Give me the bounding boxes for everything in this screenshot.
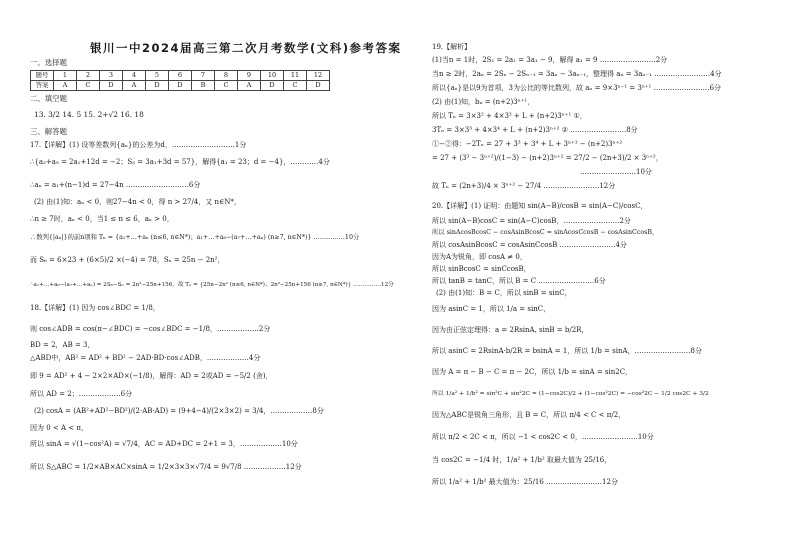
table-cell: 12 [307, 71, 330, 81]
text-line: 所以 π/2 < 2C < π，所以 −1 < cos2C < 0，……………………10分 [432, 433, 654, 441]
table-cell: 1 [54, 71, 77, 81]
text-line: 所以 Tₙ = 3×3² + 4×3³ + L + (n+2)3ⁿ⁺¹ ①， [432, 112, 587, 120]
text-line: ∴aₙ = a₁+(n−1)d = 27−4n ………………………6分 [30, 181, 201, 189]
text-line: ∴a₁+…+a₆−(a₇+…+aₙ) = 2S₆−Sₙ = 2n²−25n+156，故 Tₙ = {25n−2n² (n≤6, n∈N*)；2n²−25n+156 (n≥7, n∈N*)} ……………12分 [30, 282, 394, 288]
text-line: 因为 0 < A < π， [30, 424, 88, 432]
text-line: △ABD中，AB² = AD² + BD² − 2AD·BD·cos∠ADB，………………4分 [30, 354, 261, 362]
table-cell: C [77, 81, 100, 91]
text-line: = 27 + (3³ − 3ⁿ⁺²)/(1−3) − (n+2)3ⁿ⁺² = 27/2 − (2n+3)/2 × 3ⁿ⁺²， [432, 154, 663, 162]
table-cell: 11 [284, 71, 307, 81]
text-line: 所以 tanB = tanC，所以 B = C ……………………6分 [432, 277, 606, 285]
section-heading-choice: 一、选择题 [30, 58, 67, 67]
text-line: ……………………10分 [580, 168, 652, 176]
text-line: 即 9 = AD² + 4 − 2×2×AD×(−1/8)，解得：AD = 2或AD = −5/2 (舍)， [30, 372, 273, 380]
table-cell: D [169, 81, 192, 91]
text-line: ∴n ≥ 7时，aₙ < 0，当1 ≤ n ≤ 6，aₙ > 0， [30, 215, 174, 223]
answer-table [30, 70, 330, 91]
text-line: (2) cosA = (AB²+AD²−BD²)/(2·AB·AD) = (9+4−4)/(2×3×2) = 3/4，………………8分 [34, 407, 324, 415]
table-cell: D [146, 81, 169, 91]
table-cell: 5 [146, 71, 169, 81]
text-line: 所以 asinC = 2RsinA·b/2R = bsinA = 1，所以 1/b = sinA，……………………8分 [432, 347, 702, 355]
text-line: 19.【解析】 [432, 43, 472, 51]
table-cell: 题号 [31, 71, 54, 81]
section-heading-solve: 三、解答题 [30, 127, 67, 136]
text-line: 所以 sinBcosC = sinCcosB， [432, 265, 531, 273]
text-line: 所以 1/a² + 1/b² = sin²C + sin²2C = (1−cos2C)/2 + (1−cos²2C) = −cos²2C − 1/2 cos2C + 3/2 [432, 391, 709, 397]
table-cell: D [261, 81, 284, 91]
table-cell: 6 [169, 71, 192, 81]
text-line: 20.【详解】(1) 证明：由题知 sin(A−B)/cosB = sin(A−C)/cosC， [432, 202, 648, 210]
text-line: ①−②得：−2Tₙ = 27 + 3³ + 3⁴ + L + 3ⁿ⁺¹ − (n+2)3ⁿ⁺² [432, 140, 623, 148]
text-line: (2) 由(1)知：B = C，所以 sinB = sinC， [436, 289, 572, 297]
table-cell: 3 [100, 71, 123, 81]
text-line: 因为 A = π − B − C = π − 2C，所以 1/b = sinA = sin2C， [432, 368, 633, 376]
text-line: 因为 asinC = 1，所以 1/a = sinC， [432, 305, 551, 313]
text-line: (2) 由(1)知，bₙ = (n+2)3ⁿ⁺¹， [432, 98, 535, 106]
table-cell: 2 [77, 71, 100, 81]
text-line: 当n ≥ 2时，2aₙ = 2Sₙ − 2Sₙ₋₁ = 3aₙ − 3aₙ₋₁，整理得 aₙ = 3aₙ₋₁ ……………………4分 [432, 70, 722, 78]
table-cell: C [284, 81, 307, 91]
page-title: 银川一中2024届高三第二次月考数学(文科)参考答案 [90, 41, 402, 55]
text-line: 所以 cosAsinBcosC = cosAsinCcosB ……………………4分 [432, 241, 627, 249]
text-line: 所以 sinA = √(1−cos²A) = √7/4，AC = AD+DC = 2+1 = 3，………………10分 [30, 440, 298, 448]
table-cell: A [54, 81, 77, 91]
text-line: 当 cos2C = −1/4 时，1/a² + 1/b² 取最大值为 25/16， [432, 456, 612, 464]
text-line: 所以 1/a² + 1/b² 最大值为：25/16 ……………………12分 [432, 478, 618, 486]
text-line: BD = 2，AB = 3， [30, 341, 95, 349]
table-cell: A [238, 81, 261, 91]
text-line: 所以{aₙ}是以9为首项，3为公比的等比数列，故 aₙ = 9×3ⁿ⁻¹ = 3ⁿ⁺¹ ……………………6分 [432, 84, 722, 92]
table-cell: B [192, 81, 215, 91]
text-line: 所以 sin(A−B)cosC = sin(A−C)cosB，……………………2分 [432, 217, 631, 225]
text-line: 所以 sinAcosBcosC − cosAsinBcosC = sinAcosCcosB − cosAsinCcosB， [432, 229, 659, 236]
table-cell: 4 [123, 71, 146, 81]
text-line: (1)当n = 1时，2S₁ = 2a₁ = 3a₁ − 9，解得 a₁ = 9 ……………………2分 [432, 56, 668, 64]
section-heading-fill: 二、填空题 [30, 94, 67, 103]
table-cell: 7 [192, 71, 215, 81]
text-line: 18.【详解】(1) 因为 cos∠BDC = 1/8， [30, 304, 160, 312]
text-line: 所以 S△ABC = 1/2×AB×AC×sinA = 1/2×3×3×√7/4 = 9√7/8 ………………12分 [30, 463, 302, 471]
table-cell: 答案 [31, 81, 54, 91]
table-cell: C [215, 81, 238, 91]
text-line: 因为△ABC是锐角三角形，且 B = C，所以 π/4 < C < π/2， [432, 411, 626, 419]
fill-answers: 13. 3/2 14. 5 15. 2+√2 16. 18 [34, 110, 144, 119]
table-row [31, 71, 330, 81]
text-line: 故 Tₙ = (2n+3)/4 × 3ⁿ⁺² − 27/4 ……………………12分 [432, 182, 616, 190]
text-line: 3Tₙ = 3×3³ + 4×3⁴ + L + (n+2)3ⁿ⁺² ② ……………………8分 [432, 126, 638, 134]
text-line: 而 S₆ = 6×23 + (6×5)/2 ×(−4) = 78，Sₙ = 25n − 2n²， [30, 256, 225, 264]
text-line: 所以 AD = 2；………………6分 [30, 390, 133, 398]
text-line: (2) 由(1)知：aₙ < 0，则27−4n < 0，得 n > 27/4，又 n∈N*， [34, 198, 241, 206]
table-cell: A [123, 81, 146, 91]
text-line: ∴数列{|aₙ|}的前n项和 Tₙ = {a₁+…+aₙ (n≤6, n∈N*)；a₁+…+a₆−(a₇+…+aₙ) (n≥7, n∈N*)} ……………10分 [30, 234, 360, 241]
text-line: 17.【详解】(1) 设等差数列{aₙ}的公差为d，………………………1分 [30, 141, 247, 149]
table-cell: D [307, 81, 330, 91]
table-cell: D [100, 81, 123, 91]
text-line: 因为由正弦定理得：a = 2RsinA, sinB = b/2R， [432, 326, 589, 334]
text-line: 则 cos∠ADB = cos(π−∠BDC) = −cos∠BDC = −1/8，………………2分 [30, 325, 271, 333]
table-cell: 9 [238, 71, 261, 81]
table-cell: 10 [261, 71, 284, 81]
table-cell: 8 [215, 71, 238, 81]
text-line: 因为A为锐角，即 cosA ≠ 0， [432, 253, 527, 261]
table-row [31, 81, 330, 91]
text-line: ∴{a₂+a₉ = 2a₁+12d = −2；S₃ = 3a₁+3d = 57}，解得{a₁ = 23；d = −4}，…………4分 [30, 158, 330, 166]
